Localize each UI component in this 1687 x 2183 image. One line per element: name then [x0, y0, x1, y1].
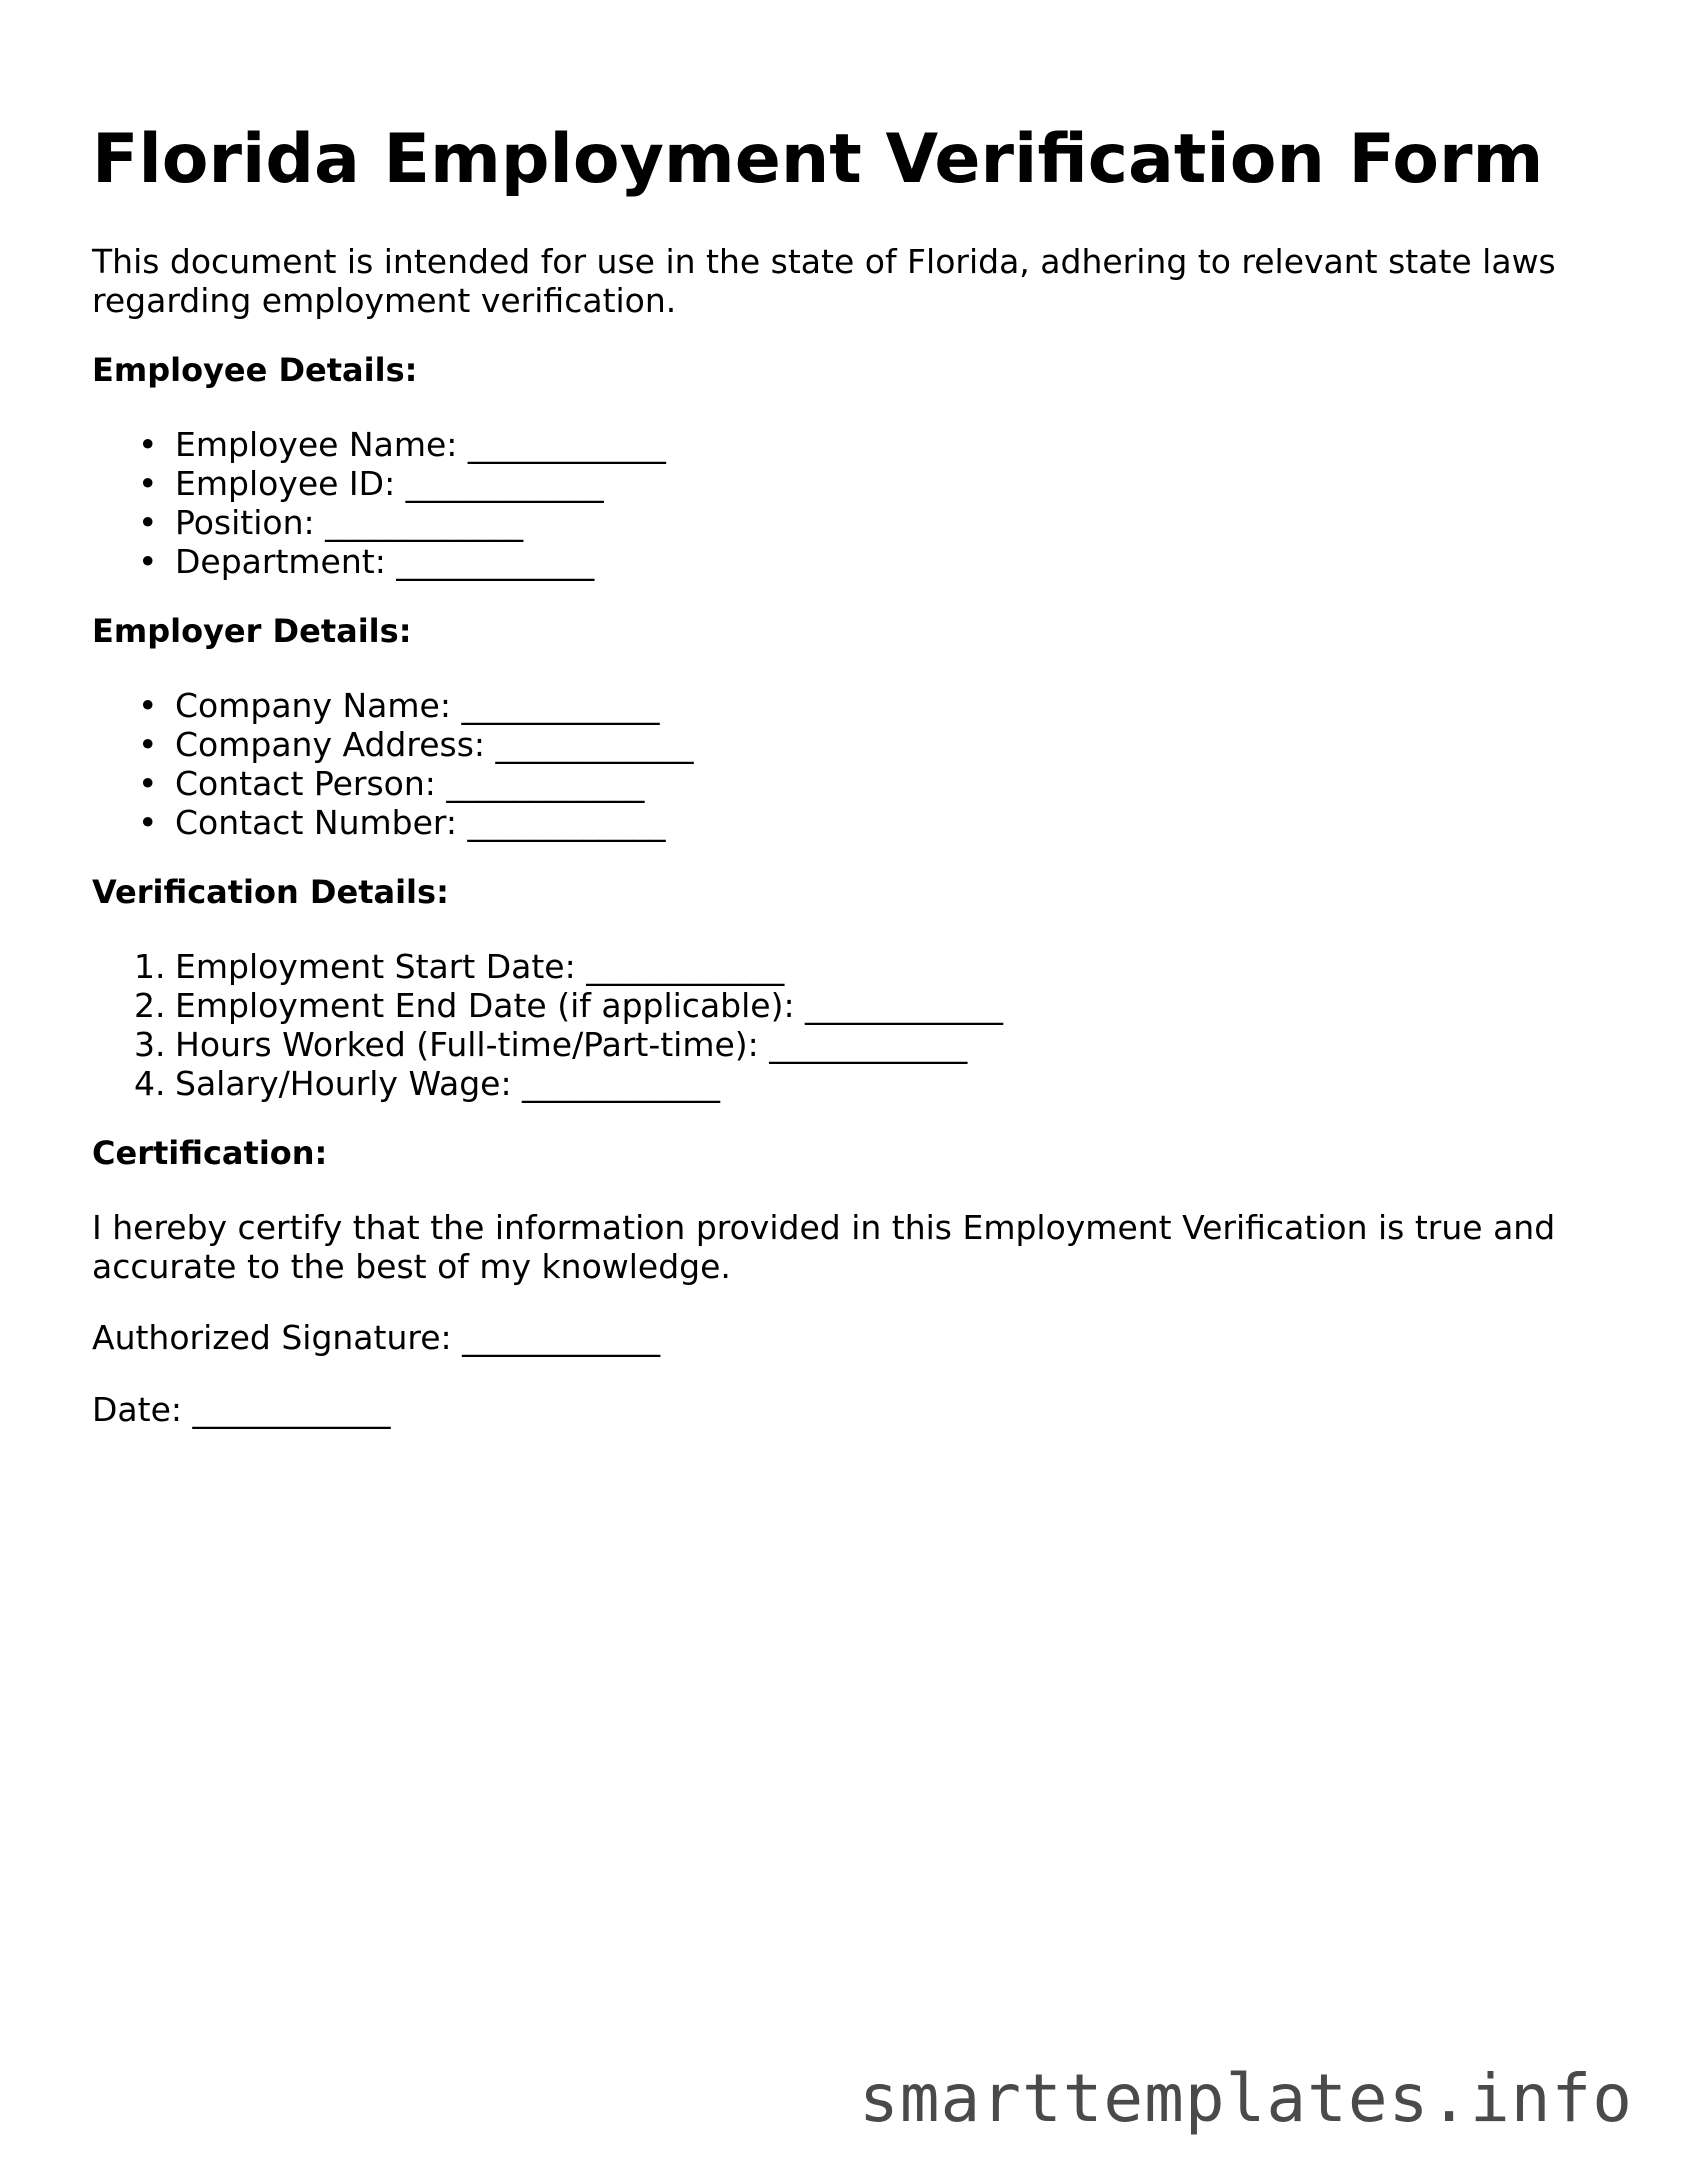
list-item: • Company Address: ____________ [92, 725, 694, 764]
page-title: Florida Employment Verification Form [92, 120, 1544, 199]
list-number: 3. [134, 1025, 166, 1064]
watermark-text: smarttemplates.info [859, 2060, 1633, 2137]
list-item [92, 1025, 1003, 1064]
intro-line-2: regarding employment verification. [92, 281, 677, 320]
list-item-text: Hours Worked (Full-time/Part-time): ____________ [175, 1025, 968, 1064]
employer-details-heading: Employer Details: [92, 612, 412, 650]
list-item-text: Salary/Hourly Wage: ____________ [175, 1064, 721, 1103]
list-item [92, 1064, 1003, 1103]
date-line: Date: ____________ [92, 1390, 391, 1429]
certification-line-2: accurate to the best of my knowledge. [92, 1247, 731, 1286]
verification-details-heading: Verification Details: [92, 873, 449, 911]
employee-details-heading: Employee Details: [92, 351, 418, 389]
list-item: • Contact Person: ____________ [92, 764, 694, 803]
employer-details-list [92, 686, 694, 842]
certification-line-1: I hereby certify that the information provided in this Employment Verification is true and [92, 1208, 1556, 1247]
list-item: • Department: ____________ [92, 542, 666, 581]
list-item: • Company Name: ____________ [92, 686, 694, 725]
intro-line-1: This document is intended for use in the state of Florida, adhering to relevant state laws [92, 242, 1556, 281]
list-number: 2. [134, 986, 166, 1025]
intro-paragraph [92, 242, 1612, 320]
list-item [92, 947, 1003, 986]
list-number: 4. [134, 1064, 166, 1103]
employee-details-list [92, 425, 666, 581]
list-item: • Position: ____________ [92, 503, 666, 542]
verification-details-list [92, 947, 1003, 1103]
list-item-text: Employment End Date (if applicable): ____________ [175, 986, 1004, 1025]
certification-heading: Certification: [92, 1134, 328, 1172]
signature-line: Authorized Signature: ____________ [92, 1318, 661, 1357]
list-number: 1. [134, 947, 166, 986]
list-item [92, 986, 1003, 1025]
list-item: • Employee ID: ____________ [92, 464, 666, 503]
list-item: • Contact Number: ____________ [92, 803, 694, 842]
certification-statement [92, 1208, 1555, 1286]
list-item: • Employee Name: ____________ [92, 425, 666, 464]
list-item-text: Employment Start Date: ____________ [175, 947, 785, 986]
